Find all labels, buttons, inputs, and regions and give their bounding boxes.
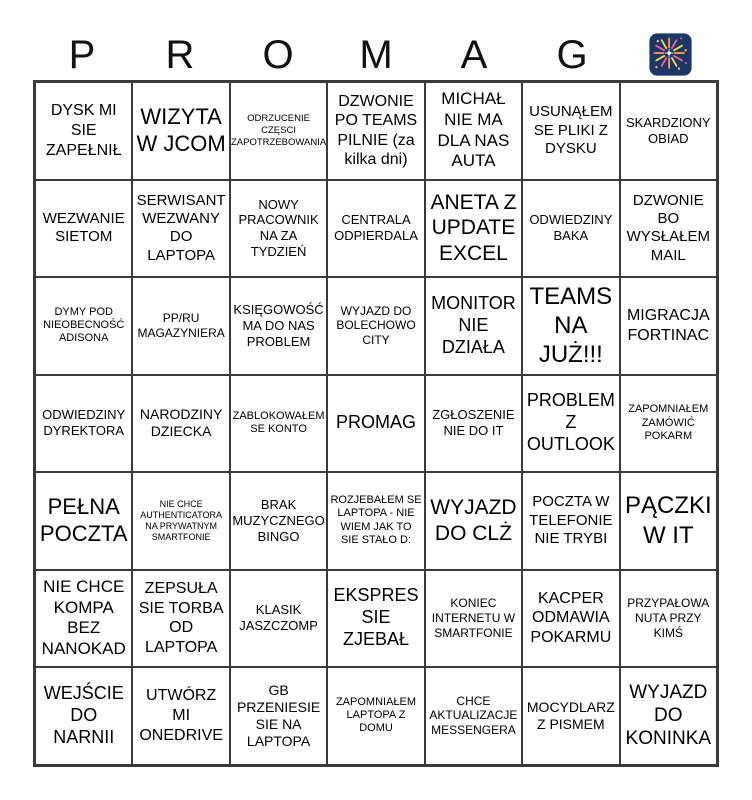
bingo-cell: MICHAŁ NIE MA DLA NAS AUTA xyxy=(425,82,522,180)
title-letter: O xyxy=(262,33,294,77)
bingo-cell: WYJAZD DO KONINKA xyxy=(620,667,717,765)
bingo-cell: ANETA Z UPDATE EXCEL xyxy=(425,180,522,278)
bingo-cell: KLASIK JASZCZOMP xyxy=(230,570,327,668)
bingo-cell: NOWY PRACOWNIK NA ZA TYDZIEŃ xyxy=(230,180,327,278)
bingo-cell: PRZYPAŁOWA NUTA PRZY KIMŚ xyxy=(620,570,717,668)
bingo-cell: CENTRALA ODPIERDALA xyxy=(327,180,424,278)
bingo-cell: PĄCZKI W IT xyxy=(620,472,717,570)
bingo-cell: PROBLEM Z OUTLOOK xyxy=(522,375,619,473)
card-header xyxy=(33,0,719,80)
bingo-cell: ODWIEDZINY DYREKTORA xyxy=(35,375,132,473)
title-letter: A xyxy=(460,33,488,77)
bingo-cell: KONIEC INTERNETU W SMARTFONIE xyxy=(425,570,522,668)
bingo-cell: WYJAZD DO CLŻ xyxy=(425,472,522,570)
bingo-cell: SERWISANT WEZWANY DO LAPTOPA xyxy=(132,180,229,278)
bingo-cell: ROZJEBAŁEM SE LAPTOPA - NIE WIEM JAK TO SIE STAŁO D: xyxy=(327,472,424,570)
bingo-cell: TEAMS NA JUŻ!!! xyxy=(522,277,619,375)
bingo-cell: UTWÓRZ MI ONEDRIVE xyxy=(132,667,229,765)
bingo-cell: WEJŚCIE DO NARNII xyxy=(35,667,132,765)
bingo-cell: KSIĘGOWOŚĆ MA DO NAS PROBLEM xyxy=(230,277,327,375)
header-icon-cell xyxy=(621,32,719,80)
bingo-cell: DYMY POD NIEOBECNOŚĆ ADISONA xyxy=(35,277,132,375)
bingo-cell: CHCE AKTUALIZACJE MESSENGERA xyxy=(425,667,522,765)
bingo-cell: ODWIEDZINY BAKA xyxy=(522,180,619,278)
bingo-cell: MIGRACJA FORTINAC xyxy=(620,277,717,375)
bingo-cell: ZAPOMNIAŁEM ZAMÓWIĆ POKARM xyxy=(620,375,717,473)
bingo-cell: MONITOR NIE DZIAŁA xyxy=(425,277,522,375)
bingo-cell: DZWONIE BO WYSŁAŁEM MAIL xyxy=(620,180,717,278)
bingo-cell: WEZWANIE SIETOM xyxy=(35,180,132,278)
bingo-cell: DZWONIE PO TEAMS PILNIE (za kilka dni) xyxy=(327,82,424,180)
title-letter: M xyxy=(359,33,393,77)
bingo-cell: ZEPSUŁA SIE TORBA OD LAPTOPA xyxy=(132,570,229,668)
bingo-cell: DYSK MI SIE ZAPEŁNIŁ xyxy=(35,82,132,180)
bingo-cell: NARODZINY DZIECKA xyxy=(132,375,229,473)
bingo-cell: WIZYTA W JCOM xyxy=(132,82,229,180)
title-letter: P xyxy=(68,33,96,77)
bingo-cell: POCZTA W TELEFONIE NIE TRYBI xyxy=(522,472,619,570)
bingo-cell: SKARDZIONY OBIAD xyxy=(620,82,717,180)
bingo-cell: PROMAG xyxy=(327,375,424,473)
bingo-cell: BRAK MUZYCZNEGO BINGO xyxy=(230,472,327,570)
bingo-cell: GB PRZENIESIE SIE NA LAPTOPA xyxy=(230,667,327,765)
bingo-card xyxy=(33,80,719,767)
bingo-cell: ZAPOMNIAŁEM LAPTOPA Z DOMU xyxy=(327,667,424,765)
fireworks-icon xyxy=(648,32,693,77)
bingo-cell: NIE CHCE KOMPA BEZ NANOKAD xyxy=(35,570,132,668)
bingo-cell: PEŁNA POCZTA xyxy=(35,472,132,570)
title-letter: G xyxy=(556,33,588,77)
title-letter: R xyxy=(165,33,195,77)
bingo-cell: WYJAZD DO BOLECHOWO CITY xyxy=(327,277,424,375)
bingo-cell: NIE CHCE AUTHENTICATORA NA PRYWATNYM SMARTFONIE xyxy=(132,472,229,570)
bingo-cell: EKSPRES SIE ZJEBAŁ xyxy=(327,570,424,668)
bingo-cell: ZGŁOSZENIE NIE DO IT xyxy=(425,375,522,473)
bingo-cell: PP/RU MAGAZYNIERA xyxy=(132,277,229,375)
bingo-cell: ZABLOKOWAŁEM SE KONTO xyxy=(230,375,327,473)
bingo-cell: USUNĄŁEM SE PLIKI Z DYSKU xyxy=(522,82,619,180)
bingo-cell: ODRZUCENIE CZĘSCI ZAPOTRZEBOWANIA xyxy=(230,82,327,180)
bingo-cell: KACPER ODMAWIA POKARMU xyxy=(522,570,619,668)
bingo-cell: MOCYDLARZ Z PISMEM xyxy=(522,667,619,765)
